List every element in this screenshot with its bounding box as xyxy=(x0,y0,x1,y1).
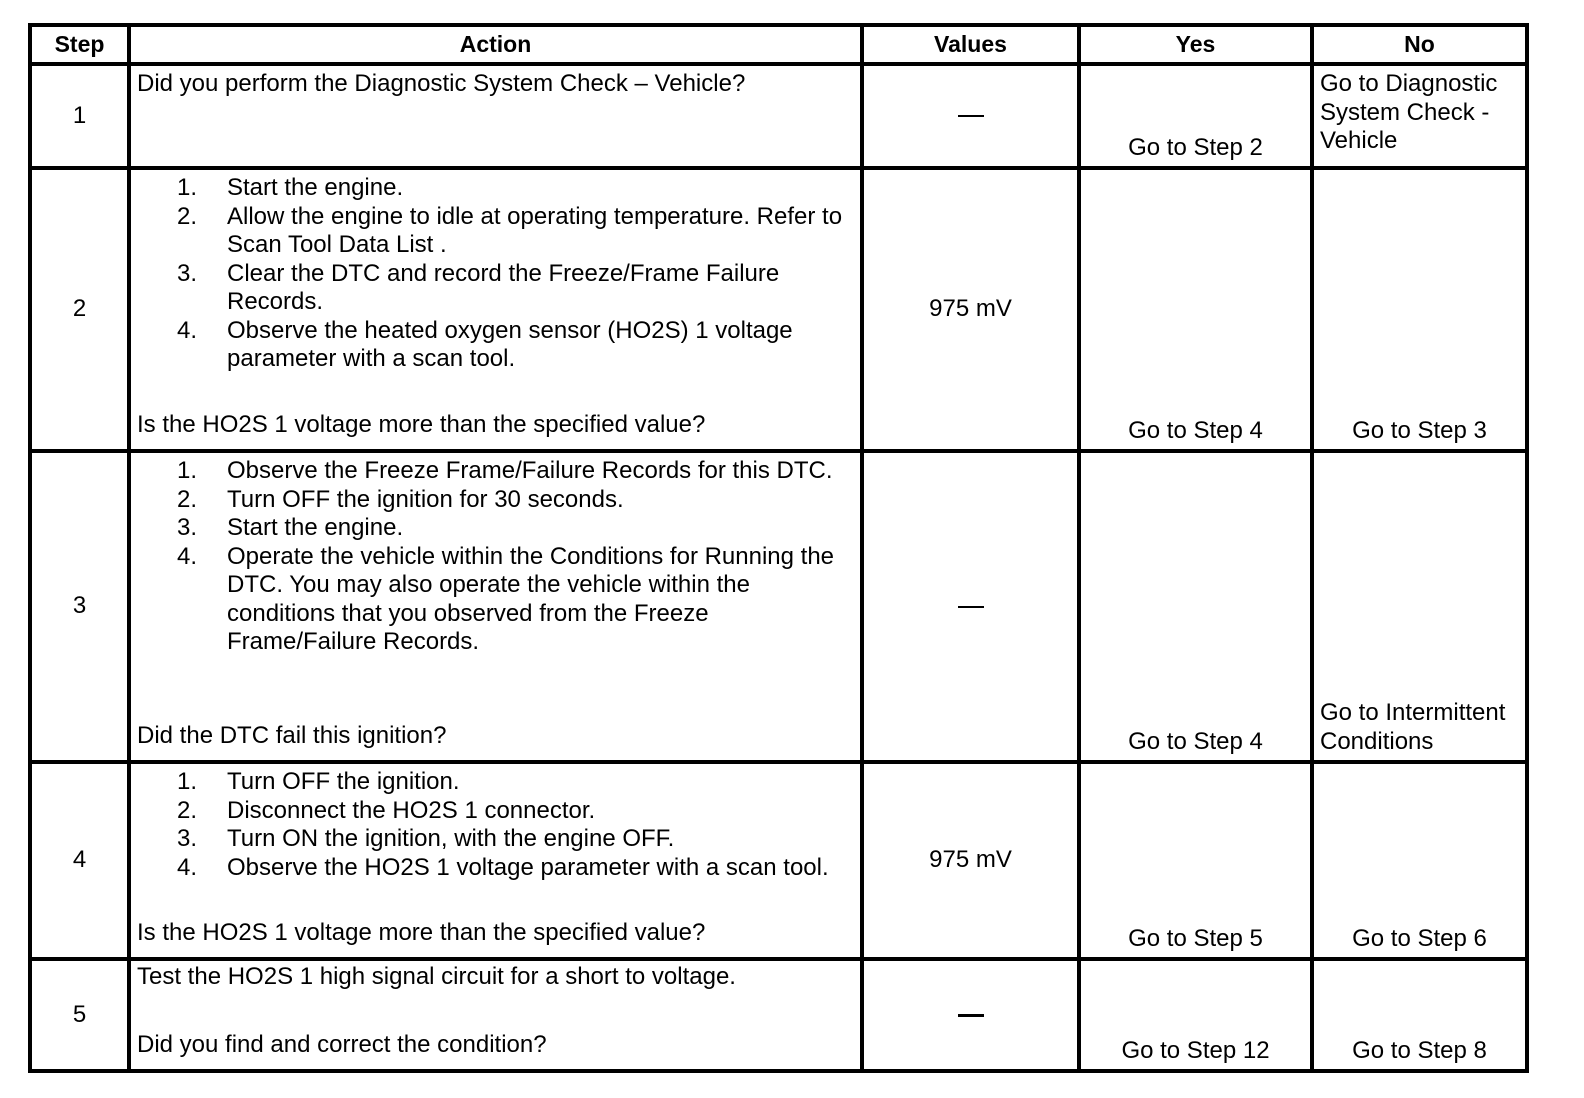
action-question: Is the HO2S 1 voltage more than the specified value? xyxy=(137,410,706,438)
list-item: 1. Turn OFF the ignition. xyxy=(177,768,460,795)
action-steps-list xyxy=(137,457,856,657)
step-number: 4 xyxy=(32,764,127,957)
action-question: Did you perform the Diagnostic System Check – Vehicle? xyxy=(137,70,746,97)
action-steps-list xyxy=(137,174,856,374)
table-row xyxy=(32,764,1525,957)
no-cell: Go to Step 8 xyxy=(1314,961,1525,1069)
step-number: 2 xyxy=(32,170,127,449)
header-yes: Yes xyxy=(1081,27,1310,62)
action-content xyxy=(137,457,856,750)
empty-value-dash xyxy=(958,1014,984,1017)
step-number: 5 xyxy=(32,961,127,1069)
list-item: 3. Start the engine. xyxy=(177,514,404,541)
action-content xyxy=(137,963,856,1059)
list-item: 1. Observe the Freeze Frame/Failure Records for this DTC. xyxy=(177,457,833,484)
yes-cell: Go to Step 12 xyxy=(1081,961,1310,1069)
table-row xyxy=(32,961,1525,1069)
no-cell: Go to Intermittent Conditions xyxy=(1314,453,1525,760)
yes-cell: Go to Step 5 xyxy=(1081,764,1310,957)
header-action: Action xyxy=(131,27,860,62)
list-item: 1. Start the engine. xyxy=(177,174,404,201)
action-instruction: Test the HO2S 1 high signal circuit for a short to voltage. xyxy=(137,963,736,990)
list-item: 2. Turn OFF the ignition for 30 seconds. xyxy=(177,485,624,513)
action-question: Did the DTC fail this ignition? xyxy=(137,721,447,749)
table-row xyxy=(32,453,1525,760)
values-cell: 975 mV xyxy=(864,764,1077,957)
action-content xyxy=(137,768,856,947)
no-cell: Go to Step 3 xyxy=(1314,170,1525,449)
no-cell: Go to Step 6 xyxy=(1314,764,1525,957)
list-item: 3. Turn ON the ignition, with the engine OFF. xyxy=(177,825,675,852)
diagnostic-table xyxy=(28,23,1529,1073)
list-item: 4. Observe the HO2S 1 voltage parameter with a scan tool. xyxy=(177,853,829,881)
values-cell xyxy=(864,66,1077,166)
action-cell xyxy=(131,453,860,760)
step-number: 1 xyxy=(32,66,127,166)
action-cell xyxy=(131,66,860,166)
action-cell xyxy=(131,170,860,449)
empty-value-dash xyxy=(958,606,984,608)
empty-value-dash xyxy=(958,115,984,117)
list-item: 2. Disconnect the HO2S 1 connector. xyxy=(177,796,596,824)
values-cell xyxy=(864,453,1077,760)
values-cell xyxy=(864,961,1077,1069)
action-question: Did you find and correct the condition? xyxy=(137,1030,547,1058)
header-no: No xyxy=(1314,27,1525,62)
table-row xyxy=(32,66,1525,166)
header-row xyxy=(32,27,1525,62)
list-item: 2. Allow the engine to idle at operating temperature. Refer to Scan Tool Data List . xyxy=(177,202,843,258)
list-item: 4. Operate the vehicle within the Conditions for Running the DTC. You may also operate the vehicle within the conditions that you observed from the Freeze Frame/Failure Records. xyxy=(177,542,835,655)
header-step: Step xyxy=(32,27,127,62)
action-question: Is the HO2S 1 voltage more than the specified value? xyxy=(137,918,706,946)
yes-cell: Go to Step 4 xyxy=(1081,453,1310,760)
no-cell: Go to Diagnostic System Check - Vehicle xyxy=(1314,66,1525,166)
values-cell: 975 mV xyxy=(864,170,1077,449)
action-cell xyxy=(131,764,860,957)
header-values: Values xyxy=(864,27,1077,62)
step-number: 3 xyxy=(32,453,127,760)
table-row xyxy=(32,170,1525,449)
list-item: 4. Observe the heated oxygen sensor (HO2S) 1 voltage parameter with a scan tool. xyxy=(177,316,793,372)
action-cell xyxy=(131,961,860,1069)
list-item: 3. Clear the DTC and record the Freeze/Frame Failure Records. xyxy=(177,259,780,315)
action-content xyxy=(137,174,856,439)
action-steps-list xyxy=(137,768,856,882)
yes-cell: Go to Step 4 xyxy=(1081,170,1310,449)
yes-cell: Go to Step 2 xyxy=(1081,66,1310,166)
